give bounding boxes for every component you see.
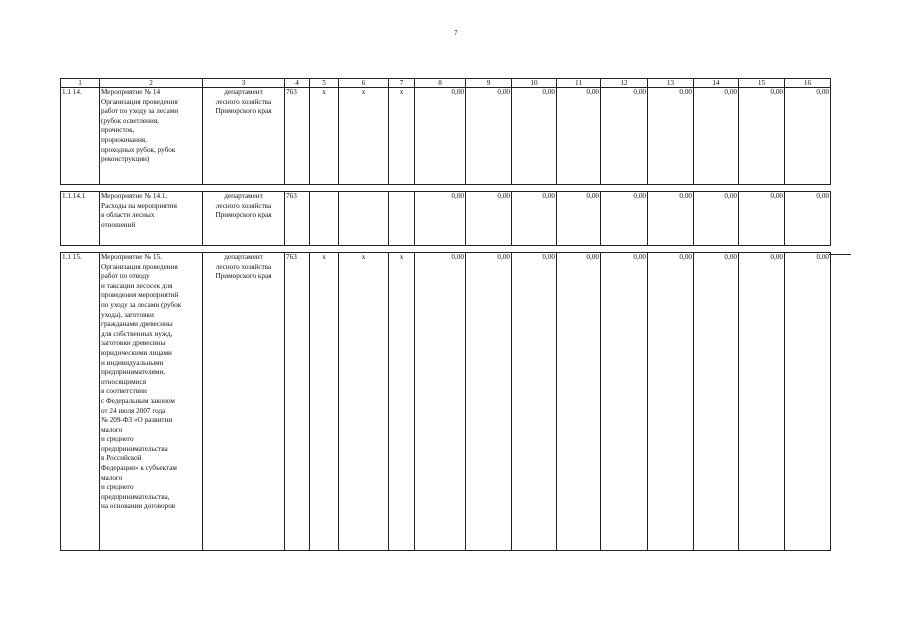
row-code4-cell: 763: [285, 253, 310, 551]
table-spacer-row: [61, 185, 831, 192]
row-value-cell: 0,00: [739, 253, 785, 551]
row-value-cell: 0,00: [512, 88, 557, 185]
header-cell: 10: [512, 79, 557, 88]
table-spacer-row: [61, 246, 831, 253]
row-value-cell: 0,00: [557, 253, 601, 551]
header-cell: 9: [466, 79, 512, 88]
row-dept-cell: департамент лесного хозяйства Приморского края: [203, 253, 285, 551]
header-cell: 13: [648, 79, 694, 88]
row-value-cell: 0,00: [466, 253, 512, 551]
row-value-cell: 0,00: [557, 88, 601, 185]
table-header-row: [61, 79, 831, 88]
header-cell: 11: [557, 79, 601, 88]
header-cell: 8: [415, 79, 466, 88]
spacer-cell: [61, 246, 831, 253]
row-value-cell: 0,00: [601, 253, 648, 551]
row-dept-cell: департамент лесного хозяйства Приморского края: [203, 88, 285, 185]
row-code7-cell: x: [389, 253, 415, 551]
row-value-cell: 0,00: [601, 192, 648, 246]
header-cell: 15: [739, 79, 785, 88]
row-code-cell: 1.1 15.: [61, 253, 100, 551]
row-value-cell: 0,00: [415, 253, 466, 551]
header-cell: 2: [100, 79, 203, 88]
row-code-cell: 1.1 14.: [61, 88, 100, 185]
row-value-cell: 0,00: [415, 192, 466, 246]
header-cell: 4: [285, 79, 310, 88]
row-code4-cell: 763: [285, 192, 310, 246]
row-code6-cell: [339, 192, 389, 246]
program-table: [60, 78, 831, 551]
table-row: [61, 192, 831, 246]
row-name-cell: Мероприятие № 15. Организация проведения работ по отводу и таксации лесосек для проведения мероприятий по уходу за лесами (рубок ухода), заготовки гражданами древесины для собственных нужд, заготовки древесины юридическими лицами и индивидуальными предпринимателями, относящимися в соответствии с Федеральным законом от 24 июля 2007 года № 209-ФЗ «О развитии малого и среднего предпринимательства в Российской Федерации» к субъектам малого и среднего предпринимательства, на основании договоров: [100, 253, 203, 551]
row-value-cell: 0,00: [648, 88, 694, 185]
header-cell: 1: [61, 79, 100, 88]
row-code4-cell: 763: [285, 88, 310, 185]
row-value-cell: 0,00: [557, 192, 601, 246]
row-dept-cell: департамент лесного хозяйства Приморского края: [203, 192, 285, 246]
row-code5-cell: x: [310, 88, 339, 185]
table-row: [61, 88, 831, 185]
row-value-cell: 0,00: [694, 192, 739, 246]
row-name-cell: Мероприятие № 14 Организация проведения работ по уходу за лесами (рубок осветления, прочисток, прореживания, проходных рубок, рубок реконструкции): [100, 88, 203, 185]
row-value-cell: 0,00: [601, 88, 648, 185]
header-cell: 7: [389, 79, 415, 88]
row-value-cell: 0,00: [466, 88, 512, 185]
row-code5-cell: x: [310, 253, 339, 551]
row-value-cell: 0,00: [694, 253, 739, 551]
scan-artifact-line: [829, 254, 851, 255]
row-value-cell: 0,00: [739, 88, 785, 185]
row-value-cell: 0,00: [466, 192, 512, 246]
row-value-cell: 0,00: [648, 253, 694, 551]
row-code6-cell: x: [339, 253, 389, 551]
row-value-cell: 0,00: [785, 192, 831, 246]
row-value-cell: 0,00: [694, 88, 739, 185]
header-cell: 5: [310, 79, 339, 88]
page-number: 7: [454, 29, 458, 37]
header-cell: 12: [601, 79, 648, 88]
row-value-cell: 0,00: [512, 253, 557, 551]
spacer-cell: [61, 185, 831, 192]
table-row: [61, 253, 831, 551]
row-code5-cell: [310, 192, 339, 246]
header-cell: 16: [785, 79, 831, 88]
row-code-cell: 1.1.14.1: [61, 192, 100, 246]
row-value-cell: 0,00: [512, 192, 557, 246]
row-value-cell: 0,00: [785, 88, 831, 185]
header-cell: 14: [694, 79, 739, 88]
row-value-cell: 0,00: [648, 192, 694, 246]
row-value-cell: 0,00: [415, 88, 466, 185]
row-code7-cell: x: [389, 88, 415, 185]
header-cell: 6: [339, 79, 389, 88]
row-code7-cell: [389, 192, 415, 246]
header-cell: 3: [203, 79, 285, 88]
row-value-cell: 0,00: [739, 192, 785, 246]
row-value-cell: 0,00: [785, 253, 831, 551]
row-name-cell: Мероприятие № 14.1. Расходы на мероприятия в области лесных отношений: [100, 192, 203, 246]
row-code6-cell: x: [339, 88, 389, 185]
